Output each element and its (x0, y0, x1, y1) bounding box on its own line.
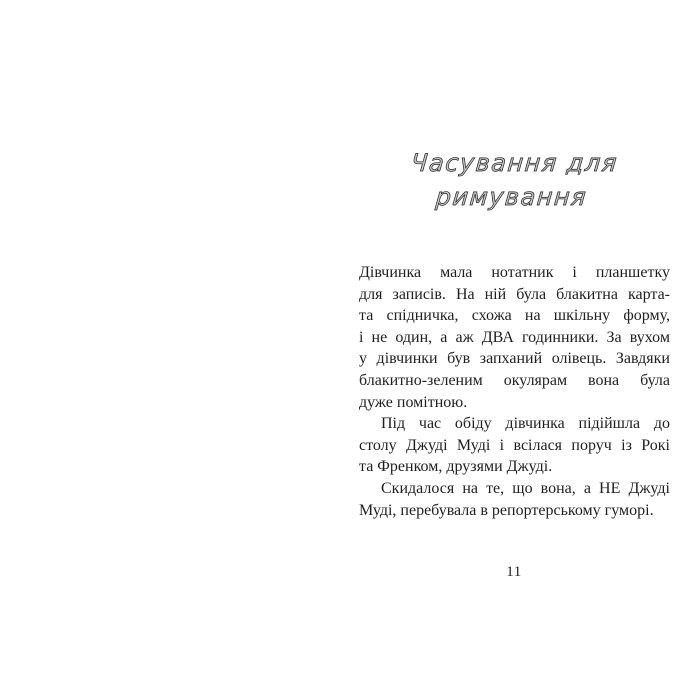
text-line: блакитно-зеленим окулярам вона була (359, 371, 670, 389)
text-line: та спідничка, схожа на шкільну форму, (359, 307, 670, 325)
text-line: столу Джуді Муді і всілася поруч із Рокі (359, 436, 670, 454)
text-line: дуже помітною. (359, 393, 468, 411)
text-line: і не один, а аж ДВА годинники. За вухом (359, 328, 670, 346)
page-number: 11 (506, 564, 522, 580)
text-line: у дівчинки був запханий олівець. Завдяки (359, 350, 670, 368)
text-line: Скидалося на те, що вона, а НЕ Джуді (381, 479, 670, 497)
text-line: Муді, перебувала в репортерському гуморі. (359, 501, 654, 519)
text-line: та Френком, друзями Джуді. (359, 458, 553, 476)
body-text (359, 262, 670, 521)
text-line: для записів. На ній була блакитна карта- (359, 285, 670, 303)
text-line: Дівчинка мала нотатник і планшетку (359, 264, 670, 281)
chapter-title: Часування для римування (409, 149, 620, 211)
text-line: Під час обіду дівчинка підійшла до (381, 415, 670, 433)
